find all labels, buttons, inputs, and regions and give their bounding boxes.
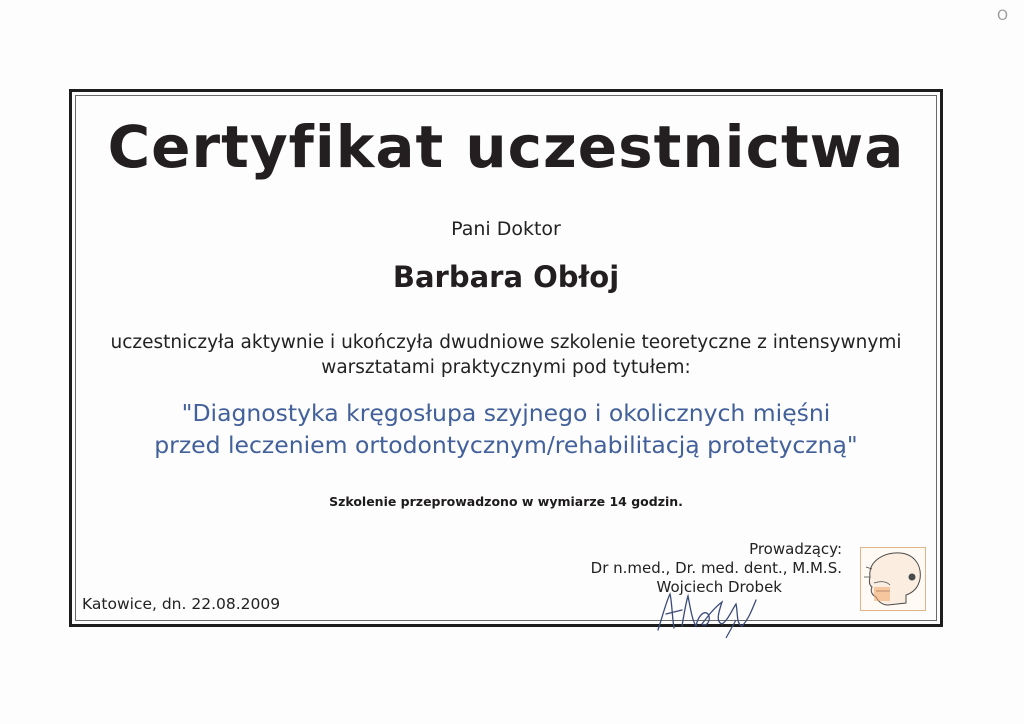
place-date: Katowice, dn. 22.08.2009 — [82, 595, 281, 613]
salutation: Pani Doktor — [451, 218, 561, 240]
course-title — [72, 397, 940, 461]
recipient-name: Barbara Obłoj — [392, 260, 620, 294]
certificate-frame — [69, 89, 943, 627]
certificate-body — [82, 330, 930, 380]
body-line-2: warsztatami praktycznymi pod tytułem: — [321, 357, 691, 378]
lecturer-heading: Prowadzący: — [749, 540, 842, 558]
course-title-line-2: przed leczeniem ortodontycznym/rehabilitacją protetyczną" — [154, 431, 858, 459]
course-title-line-1: "Diagnostyka kręgosłupa szyjnego i okolicznych mięśni — [181, 399, 831, 427]
body-line-1: uczestniczyła aktywnie i ukończyła dwudniowe szkolenie teoretyczne z intensywnymi — [110, 332, 902, 353]
hours-note: Szkolenie przeprowadzono w wymiarze 14 godzin. — [329, 494, 683, 509]
lecturer-titles: Dr n.med., Dr. med. dent., M.M.S. — [590, 559, 842, 577]
page-corner-mark: O — [997, 8, 1009, 24]
signature-icon — [652, 580, 762, 640]
certificate-title: Certyfikat uczestnictwa — [107, 113, 905, 181]
lecturer-name: Wojciech Drobek — [656, 578, 782, 596]
skull-profile-logo-icon — [860, 547, 926, 611]
